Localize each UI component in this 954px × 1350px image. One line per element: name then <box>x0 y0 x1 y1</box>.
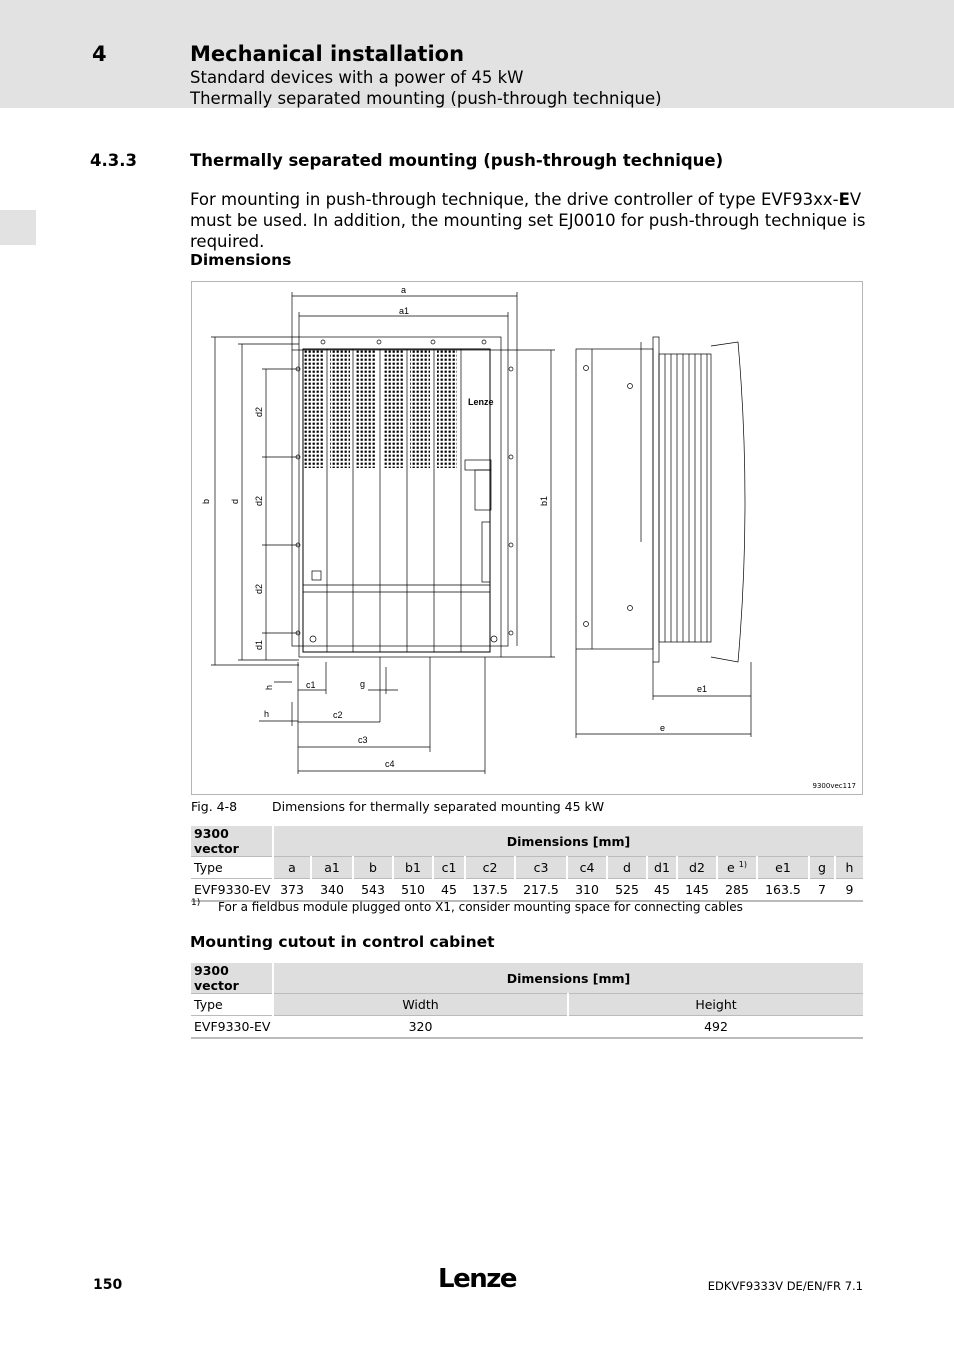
chapter-side-tab <box>0 210 36 245</box>
cell-e: 285 <box>717 879 757 902</box>
label-a1: a1 <box>399 306 410 316</box>
label-c3: c3 <box>358 735 368 745</box>
cutout-col-width: Width <box>273 994 568 1016</box>
cell-d: 525 <box>607 879 647 902</box>
front-view <box>292 337 513 657</box>
col-e1: e1 <box>757 857 809 879</box>
col-d1: d1 <box>647 857 677 879</box>
chapter-subtitle-2: Thermally separated mounting (push-through technique) <box>190 89 662 108</box>
col-d: d <box>607 857 647 879</box>
cell-a1: 340 <box>311 879 353 902</box>
dimensions-table <box>191 826 863 902</box>
label-h-vertical: h <box>264 684 274 690</box>
col-a: a <box>273 857 311 879</box>
label-a: a <box>401 285 407 295</box>
dimensions-table-header <box>191 826 863 857</box>
side-view <box>576 337 751 738</box>
cell-b1: 510 <box>393 879 433 902</box>
intro-text-bold: E <box>838 190 850 209</box>
label-d2-1: d2 <box>254 406 264 417</box>
cutout-group-header: Dimensions [mm] <box>273 963 863 994</box>
col-c4: c4 <box>567 857 607 879</box>
table-row <box>191 879 863 902</box>
cell-c3: 217.5 <box>515 879 567 902</box>
intro-text-2: V must be used. In addition, the mounting set EJ0010 for push-through technique is required. <box>190 190 866 251</box>
cutout-cell-width: 320 <box>273 1016 568 1039</box>
col-c1: c1 <box>433 857 465 879</box>
col-c2: c2 <box>465 857 515 879</box>
brand-logo: Lenze <box>438 1264 516 1294</box>
col-b: b <box>353 857 393 879</box>
chapter-subtitle-1: Standard devices with a power of 45 kW <box>190 68 524 87</box>
label-b1: b1 <box>539 495 549 506</box>
label-e: e <box>660 723 666 733</box>
group-header: Dimensions [mm] <box>273 826 863 857</box>
section-title: Thermally separated mounting (push-through technique) <box>190 151 724 170</box>
col-e <box>717 857 757 879</box>
cell-g: 7 <box>809 879 835 902</box>
label-g: g <box>360 679 366 689</box>
dimensions-heading: Dimensions <box>190 251 292 269</box>
cutout-table-columns <box>191 994 863 1016</box>
cutout-group-label: 9300 vector <box>191 963 273 994</box>
side-flange <box>653 337 659 662</box>
col-a1: a1 <box>311 857 353 879</box>
front-brand-label: Lenze <box>468 397 494 407</box>
page-number: 150 <box>93 1277 123 1293</box>
label-c1: c1 <box>306 680 316 690</box>
table-row <box>191 1016 863 1039</box>
dimension-drawing <box>191 281 863 795</box>
figure-caption: Dimensions for thermally separated mounting 45 kW <box>272 799 605 814</box>
group-label: 9300 vector <box>191 826 273 857</box>
col-c3: c3 <box>515 857 567 879</box>
front-dimensions <box>201 285 555 774</box>
label-d: d <box>230 498 240 504</box>
cutout-col-height: Height <box>568 994 863 1016</box>
label-h: h <box>264 709 270 719</box>
label-d1: d1 <box>254 639 264 650</box>
col-h: h <box>835 857 863 879</box>
figure-number: Fig. 4-8 <box>191 799 238 814</box>
label-e1: e1 <box>697 684 708 694</box>
heatsink <box>659 354 711 642</box>
cell-c1: 45 <box>433 879 465 902</box>
cutout-cell-height: 492 <box>568 1016 863 1039</box>
cell-b: 543 <box>353 879 393 902</box>
footnote-mark: 1) <box>191 898 201 908</box>
col-g: g <box>809 857 835 879</box>
type-label: Type <box>191 857 273 879</box>
document-id: EDKVF9333V DE/EN/FR 7.1 <box>707 1279 863 1293</box>
chapter-title: Mechanical installation <box>190 42 465 66</box>
label-c4: c4 <box>385 759 395 769</box>
col-b1: b1 <box>393 857 433 879</box>
cutout-row-type: EVF9330-EV <box>191 1016 273 1039</box>
figure-code: 9300vec117 <box>812 782 856 790</box>
dimension-drawing-svg <box>192 282 864 796</box>
cutout-type-label: Type <box>191 994 273 1016</box>
section-number: 4.3.3 <box>90 151 137 170</box>
footnote-text: For a fieldbus module plugged onto X1, consider mounting space for connecting cables <box>218 900 743 914</box>
label-b: b <box>201 498 211 504</box>
cell-e1: 163.5 <box>757 879 809 902</box>
cell-h: 9 <box>835 879 863 902</box>
row-type: EVF9330-EV <box>191 879 273 902</box>
cell-c4: 310 <box>567 879 607 902</box>
chapter-number: 4 <box>92 42 107 66</box>
cutout-heading: Mounting cutout in control cabinet <box>190 933 495 951</box>
label-d2-3: d2 <box>254 583 264 594</box>
cell-d1: 45 <box>647 879 677 902</box>
label-d2-2: d2 <box>254 495 264 506</box>
col-e-footnote-ref: 1) <box>738 860 747 869</box>
cell-d2: 145 <box>677 879 717 902</box>
chapter-header <box>0 0 954 108</box>
label-c2: c2 <box>333 710 343 720</box>
intro-text-1: For mounting in push-through technique, the drive controller of type EVF93xx- <box>190 190 839 209</box>
cell-c2: 137.5 <box>465 879 515 902</box>
cell-a: 373 <box>273 879 311 902</box>
cutout-table-header <box>191 963 863 994</box>
col-e-label: e <box>727 860 735 875</box>
col-d2: d2 <box>677 857 717 879</box>
dimensions-table-columns <box>191 857 863 879</box>
cutout-table <box>191 963 863 1039</box>
intro-paragraph <box>190 189 880 252</box>
side-housing <box>576 349 653 649</box>
